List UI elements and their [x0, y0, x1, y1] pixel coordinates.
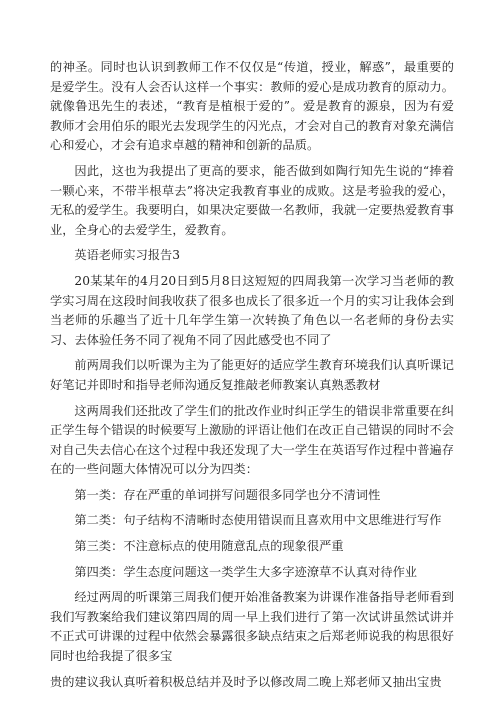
paragraph-higher-requirements: 因此，这也为我提出了更高的要求，能否做到如陶行知先生说的“捧着一颗心来，不带半根草去”将决定我教育事业的成败。这是考验我的爱心，无私的爱学生。我要明白，如果决定要做一名教师，我就一定要热爱教育事业，全身心的去爱学生，爱教育。 [50, 163, 454, 237]
paragraph-trial-lecture: 经过两周的听课第三周我们便开始准备教案为讲课作准备指导老师看到我们写教案给我们建议第四周的周一早上我们进行了第一次试讲虽然试讲并不正式可讲课的过程中依然会暴露很多缺点结束之后郑老师说我的构思很好同时也给我提了很多宝 [50, 590, 454, 664]
problem-category-4: 第四类：学生态度问题这一类学生大多字迹潦草不认真对待作业 [74, 564, 418, 579]
paragraph-grading-homework: 这两周我们还批改了学生们的批改作业时纠正学生的错误非常重要在纠正学生每个错误的时候要写上激励的评语让他们在改正自己错误的同时不会对自己失去信心在这个过程中我还发现了大一学生在英语写作过程中普遍存在的一些问题大体情况可以分为四类： [50, 403, 454, 477]
paragraph-continuation: 贵的建议我认真听着积极总结并及时予以修改周二晚上郑老师又抽出宝贵 [50, 674, 442, 689]
problem-category-1: 第一类：存在严重的单词拼写问题很多同学也分不清词性 [74, 487, 381, 502]
paragraph-observing-lessons: 前两周我们以听课为主为了能更好的适应学生教育环境我们认真听课记好笔记并即时和指导老师沟通反复推敲老师教案认真熟悉教材 [50, 358, 454, 392]
paragraph-internship-intro: 20某某年的4月20日到5月8日这短短的四周我第一次学习当老师的教学实习周在这段时间我收获了很多也成长了很多近一个月的实习让我体会到当老师的乐趣当了近十几年学生第一次转换了角色以一名老师的身份去实习、去体验任务不同了视角不同了因此感受也不同了 [50, 273, 454, 347]
paragraph-love-of-teaching: 的神圣。同时也认识到教师工作不仅仅是“传道，授业，解惑”，最重要的是爱学生。没有人会否认这样一个事实：教师的爱心是成功教育的原动力。就像鲁迅先生的表述，“教育是植根于爱的”。爱是教育的源泉，因为有爱教师才会用伯乐的眼光去发现学生的闪光点，才会对自己的教育对象充满信心和爱心，才会有追求卓越的精神和创新的品质。 [50, 60, 454, 153]
problem-category-3: 第三类：不注意标点的使用随意乱点的现象很严重 [74, 539, 344, 554]
section-heading: 英语老师实习报告3 [74, 248, 181, 263]
problem-category-2: 第二类：句子结构不清晰时态使用错误而且喜欢用中文思维进行写作 [74, 513, 442, 528]
document-body [50, 58, 454, 692]
